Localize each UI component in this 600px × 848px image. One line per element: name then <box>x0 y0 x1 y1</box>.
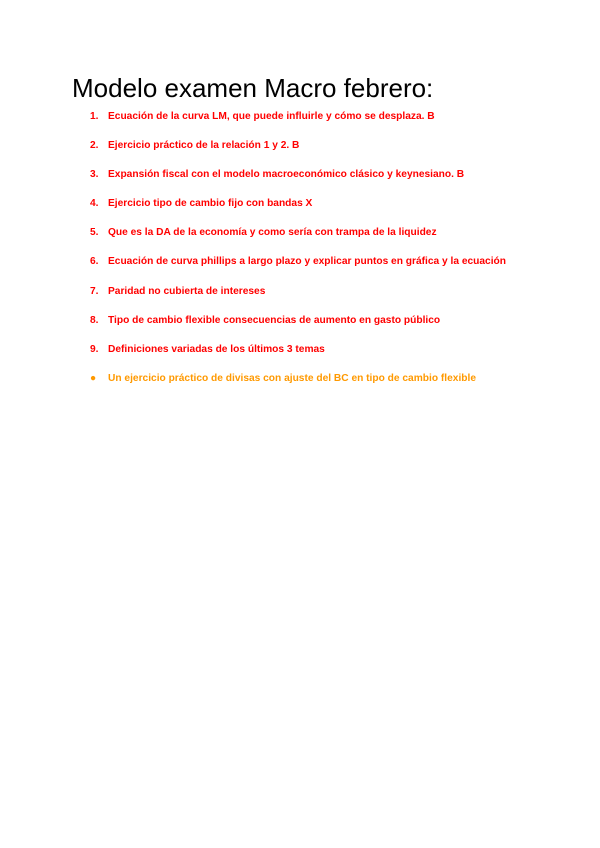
list-item <box>90 197 510 211</box>
question-list <box>90 110 510 401</box>
list-item-text: Un ejercicio práctico de divisas con ajuste del BC en tipo de cambio flexible <box>108 373 476 384</box>
list-item-number: 8. <box>90 315 99 326</box>
list-item-number: 3. <box>90 169 99 180</box>
list-item-text: Paridad no cubierta de intereses <box>108 286 266 297</box>
page-title: Modelo examen Macro febrero: <box>72 73 434 103</box>
list-item-text: Ejercicio práctico de la relación 1 y 2. B <box>108 140 300 151</box>
list-item-text: Tipo de cambio flexible consecuencias de aumento en gasto público <box>108 315 441 326</box>
list-item <box>90 285 510 299</box>
list-item <box>90 139 510 153</box>
bullet-icon: ● <box>90 373 97 384</box>
list-item <box>90 110 510 124</box>
list-item <box>90 314 510 328</box>
list-item-number: 7. <box>90 286 99 297</box>
list-item-bullet <box>90 372 510 386</box>
list-item-number: 2. <box>90 140 99 151</box>
list-item-number: 9. <box>90 344 99 355</box>
list-item-number: 4. <box>90 198 99 209</box>
list-item-number: 1. <box>90 111 99 122</box>
list-item-text: Expansión fiscal con el modelo macroeconómico clásico y keynesiano. B <box>108 169 465 180</box>
list-item-text: Ejercicio tipo de cambio fijo con bandas X <box>108 198 313 209</box>
list-item-text: Ecuación de la curva LM, que puede influirle y cómo se desplaza. B <box>108 111 435 122</box>
list-item-number: 6. <box>90 256 99 267</box>
list-item <box>90 226 510 240</box>
list-item-text: Que es la DA de la economía y como sería con trampa de la liquidez <box>108 227 437 238</box>
list-item <box>90 255 510 269</box>
list-item <box>90 343 510 357</box>
list-item <box>90 168 510 182</box>
list-item-text: Definiciones variadas de los últimos 3 temas <box>108 344 325 355</box>
list-item-number: 5. <box>90 227 99 238</box>
list-item-text: Ecuación de curva phillips a largo plazo y explicar puntos en gráfica y la ecuación <box>108 256 507 267</box>
